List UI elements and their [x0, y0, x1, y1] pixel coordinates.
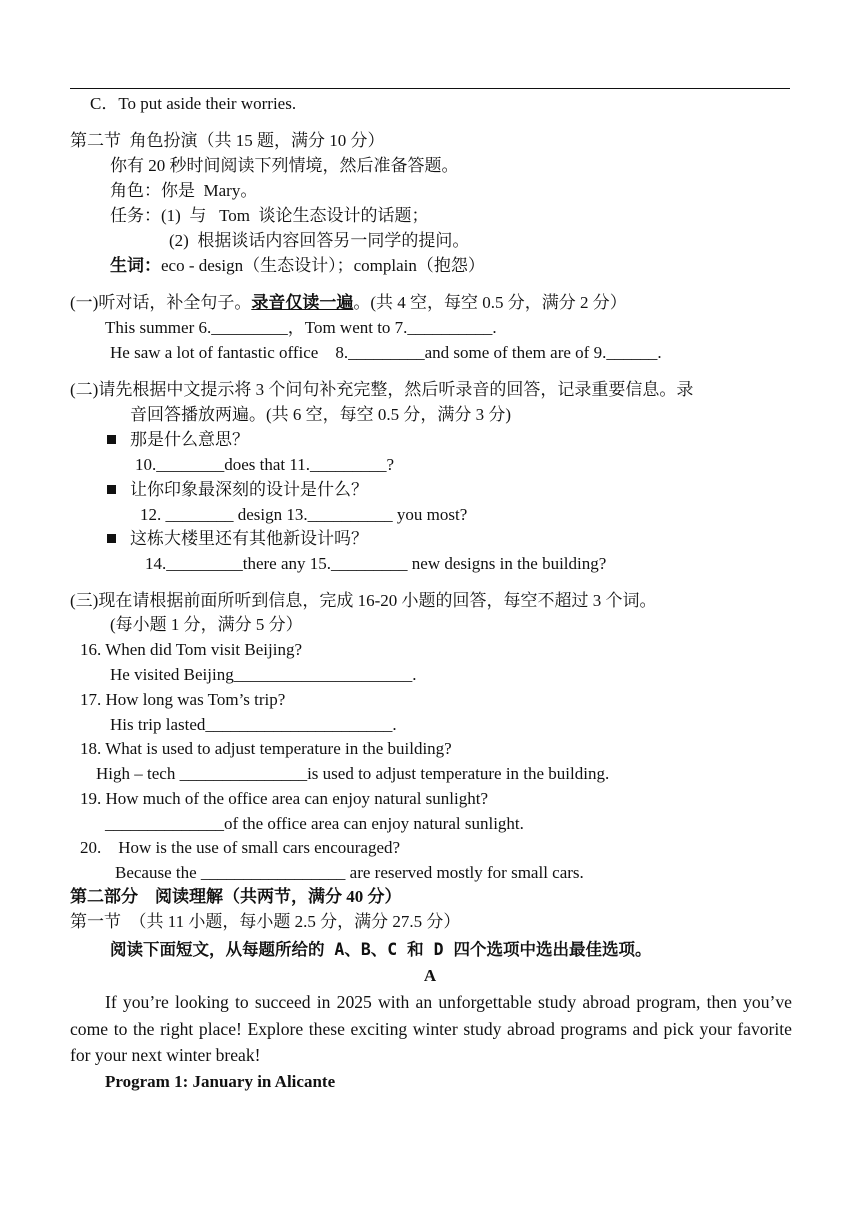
question-18: 18. What is used to adjust temperature in the building? — [80, 739, 452, 758]
listen-once-note: 录音仅读一遍 — [251, 293, 354, 312]
answer-19: ______________of the office area can enjoy natural sunlight. — [105, 814, 524, 833]
question-1-chinese: 那是什么意思？ — [107, 430, 249, 450]
sentence-6-7: This summer 6._________，Tom went to 7.__________. — [105, 318, 497, 337]
bullet-square-icon — [107, 534, 116, 543]
part-three-heading: (三)现在请根据前面所听到信息，完成 16-20 小题的回答，每空不超过 3 个词。 — [70, 591, 657, 610]
bullet-square-icon — [107, 485, 116, 494]
passage-paragraph: If you’re looking to succeed in 2025 with an unforgettable study abroad program, then you’ve come to the right place! Explore these exciting winter study abroad programs and pick your favorite for your next winter break! — [70, 992, 792, 1065]
question-16: 16. When did Tom visit Beijing? — [80, 640, 303, 659]
part-two-heading-cont: 音回答播放两遍。(共 6 空，每空 0.5 分，满分 3 分) — [130, 405, 512, 424]
program-heading: Program 1: January in Alicante — [105, 1072, 336, 1091]
question-2-english: 12. ________ design 13.__________ you most? — [140, 505, 468, 524]
part-one-text: (一)听对话，补全句子。 — [70, 293, 252, 312]
answer-16: He visited Beijing_____________________. — [110, 665, 417, 684]
question-2-chinese: 让你印象最深刻的设计是什么？ — [107, 480, 368, 500]
part-three-score: (每小题 1 分，满分 5 分） — [110, 615, 303, 634]
reading-instruction: 阅读下面短文，从每题所给的 A、B、C 和 D 四个选项中选出最佳选项。 — [110, 940, 652, 959]
vocab-line — [110, 256, 485, 276]
task-line-1: 任务：(1) 与 Tom 谈论生态设计的话题； — [110, 206, 429, 225]
top-rule — [70, 88, 790, 89]
task-line-2: (2) 根据谈话内容回答另一同学的提问。 — [169, 231, 470, 250]
part-two-heading: (二)请先根据中文提示将 3 个问句补充完整，然后听录音的回答，记录重要信息。录 — [70, 380, 694, 399]
answer-20: Because the _________________ are reserved mostly for small cars. — [115, 863, 584, 882]
role-line: 角色：你是 Mary。 — [110, 181, 258, 200]
section-title: 第二节 角色扮演（共 15 题，满分 10 分） — [70, 131, 385, 150]
question-3-english: 14._________there any 15._________ new designs in the building? — [145, 554, 607, 573]
part-one-heading — [70, 293, 627, 313]
intro-line: 你有 20 秒时间阅读下列情境，然后准备答题。 — [110, 156, 459, 175]
bullet-square-icon — [107, 435, 116, 444]
vocab-text: eco - design（生态设计）；complain（抱怨） — [161, 256, 485, 275]
part-one-score: 。(共 4 空，每空 0.5 分，满分 2 分） — [353, 293, 627, 312]
answer-17: His trip lasted______________________. — [110, 715, 397, 734]
part-two-title: 第二部分 阅读理解（共两节，满分 40 分） — [70, 887, 402, 906]
question-19: 19. How much of the office area can enjoy natural sunlight? — [80, 789, 489, 808]
question-20: 20. How is the use of small cars encouraged? — [80, 838, 401, 857]
option-c: C．To put aside their worries. — [90, 94, 297, 113]
answer-18: High – tech _______________is used to adjust temperature in the building. — [96, 764, 610, 783]
question-17: 17. How long was Tom’s trip? — [80, 690, 286, 709]
sentence-8-9: He saw a lot of fantastic office 8._________and some of them are of 9.______. — [110, 343, 662, 362]
question-3-chinese: 这栋大楼里还有其他新设计吗？ — [107, 529, 368, 549]
vocab-label: 生词： — [110, 256, 161, 275]
question-1-english: 10.________does that 11._________? — [135, 455, 395, 474]
passage-letter: A — [423, 966, 437, 985]
section-one-title: 第一节 （共 11 小题，每小题 2.5 分，满分 27.5 分） — [70, 912, 461, 931]
